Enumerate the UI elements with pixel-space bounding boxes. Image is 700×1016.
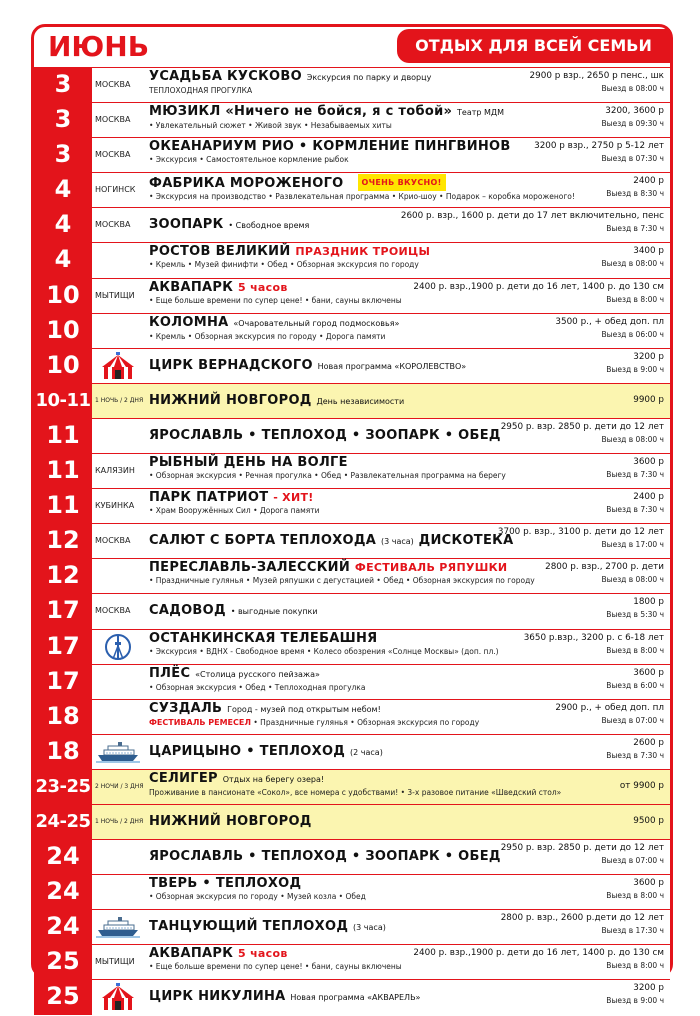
city-label [94,314,147,347]
tour-highlight-text: 5 часов [237,280,288,294]
day-cell: 24-25 [34,805,92,839]
tour-title-text: ЦАРИЦЫНО • ТЕПЛОХОД [149,743,346,759]
tour-title-text: РЫБНЫЙ ДЕНЬ НА ВОЛГЕ [149,455,348,471]
tour-content [149,69,539,97]
schedule-row [34,67,670,102]
price-label: 2950 р. взр. 2850 р. дети до 12 лет [500,843,664,854]
promo-badge: ОЧЕНЬ ВКУСНО! [358,174,446,191]
price-label: 2400 р [633,492,664,503]
festival-label: ФЕСТИВАЛЬ РЕМЕСЕЛ [149,717,251,727]
departure-time: Выезд в 07:00 ч [601,856,664,866]
tour-content [149,490,539,517]
schedule-list [34,67,670,1015]
schedule-row [34,593,670,628]
tour-title [149,69,539,85]
tour-title-text: ОКЕАНАРИУМ РИО • КОРМЛЕНИЕ ПИНГВИНОВ [149,139,511,155]
tour-title [149,666,539,682]
tour-title-extra: ДИСКОТЕКА [418,533,514,549]
departure-time: Выезд в 08:00 ч [601,575,664,585]
tour-title [149,455,539,470]
tour-description [149,85,539,97]
city-label [94,419,147,452]
schedule-row [34,383,670,418]
tour-title [149,603,539,619]
tour-title-text: ПАРК ПАТРИОТ [149,490,269,506]
tour-title [149,849,539,864]
tour-content [149,455,539,482]
tour-highlight-text: ПРАЗДНИК ТРОИЦЫ [295,245,431,259]
price-block [534,140,664,164]
tour-content [149,701,539,729]
day-cell: 11 [34,454,92,488]
tour-title-text: ЯРОСЛАВЛЬ • ТЕПЛОХОД • ЗООПАРК • ОБЕД [149,427,501,443]
circus-tent-icon [96,351,140,381]
schedule-row [34,839,670,874]
departure-time: Выезд в 9:00 ч [606,364,664,374]
price-label: 2950 р. взр. 2850 р. дети до 12 лет [500,421,664,432]
departure-time: Выезд в 08:00 ч [601,84,664,93]
tour-description-text: • Праздничные гулянья • Обзорная экскурсия по городу [253,717,480,727]
departure-time: Выезд в 17:00 ч [601,540,664,550]
price-block [501,842,664,866]
schedule-row [34,313,670,348]
tour-title [149,771,539,787]
tour-content [149,174,575,203]
tour-description-text: • Экскурсия • Самостоятельное кормление рыбок [149,155,349,165]
tour-title [149,744,539,760]
schedule-row [34,804,670,839]
price-label: 2400 р. взр.,1900 р. дети до 16 лет, 1400 р. до 130 см [413,948,664,959]
tour-title-text: РОСТОВ ВЕЛИКИЙ [149,244,291,260]
tour-content [149,666,539,694]
tour-content [149,603,539,619]
tour-content [149,104,539,132]
tour-description-text: • Кремль • Музей финифти • Обед • Обзорная экскурсия по городу [149,260,419,270]
price-label: 3650 р.взр., 3200 р. с 6-18 лет [523,632,664,643]
tour-description-text: • Кремль • Обзорная экскурсия по городу • Дорога памяти [149,331,386,341]
poster-header [34,27,670,67]
tour-title-text: ПЛЁС [149,665,191,681]
tour-title-text: МЮЗИКЛ «Ничего не бойся, я с тобой» [149,104,453,120]
circus-tent-icon [96,982,140,1012]
price-label: 2800 р. взр., 2700 р. дети [545,562,664,573]
tour-content [149,428,539,443]
price-block [633,815,664,828]
price-block [606,596,664,620]
city-label: КАЛЯЗИН [95,466,135,476]
day-cell: 3 [34,68,92,102]
tour-description [149,154,539,166]
tour-content [149,849,539,864]
departure-time: Выезд в 09:30 ч [601,119,664,129]
price-block [555,316,664,340]
price-block [606,877,664,901]
tour-note: Город - музей под открытым небом! [227,704,381,714]
price-block [606,667,664,691]
tour-title-text: ТАНЦУЮЩИЙ ТЕПЛОХОД [149,919,349,935]
tour-title-text: ФАБРИКА МОРОЖЕНОГО [149,176,344,192]
departure-time: Выезд в 7:30 ч [606,224,664,234]
price-block [606,982,664,1006]
tour-description-text: • Праздничные гулянья • Музей ряпушки с дегустацией • Обед • Обзорная экскурсия по городу [149,576,535,586]
day-cell: 4 [34,243,92,277]
departure-time: Выезд в 08:00 ч [601,434,664,444]
tour-title-text: ТВЕРЬ • ТЕПЛОХОД [149,876,302,892]
tour-description-text: • Обзорная экскурсия • Обед • Теплоходная прогулка [149,682,366,692]
price-block [545,561,664,585]
day-cell: 10 [34,314,92,348]
tour-description [149,259,539,271]
tour-content [149,560,539,587]
tour-description [149,575,539,587]
price-label: 1800 р [633,597,664,608]
tour-description-text: Проживание в пансионате «Сокол», все номера с удобствами! • 3-х разовое питание «Шведский стол» [149,787,562,797]
tour-note: Экскурсия по парку и дворцу [306,73,432,82]
tour-content [149,533,539,549]
day-cell: 17 [34,665,92,699]
tour-description-text: • Еще больше времени по супер цене! • бани, сауны включены [149,962,402,972]
tour-title-text: ЗООПАРК [149,217,224,233]
tour-description [149,646,539,658]
day-cell: 12 [34,524,92,558]
departure-time: Выезд в 7:30 ч [606,470,664,480]
tour-title-text: СЕЛИГЕР [149,770,218,786]
price-block [555,702,664,726]
price-block [620,780,664,793]
tour-title-text: НИЖНИЙ НОВГОРОД [149,392,312,408]
schedule-row [34,172,670,207]
price-block [606,737,664,761]
tour-title-text: САЛЮТ С БОРТА ТЕПЛОХОДА [149,533,377,549]
departure-time: Выезд в 5:30 ч [606,610,664,620]
tour-description-text: • Обзорная экскурсия по городу • Музей козла • Обед [149,892,366,902]
schedule-row [34,909,670,944]
tour-description-text: • Храм Вооружённых Сил • Дорога памяти [149,506,320,516]
tour-title-text: ОСТАНКИНСКАЯ ТЕЛЕБАШНЯ [149,630,378,646]
tour-content [149,989,539,1005]
tour-note: «Столица русского пейзажа» [195,669,320,679]
price-label: 3600 р [633,878,664,889]
city-label: МЫТИЩИ [95,957,135,967]
tour-description [149,470,539,482]
schedule-row [34,418,670,453]
price-block [413,947,664,971]
tour-content [149,358,539,374]
tour-description-text: • Еще больше времени по супер цене! • бани, сауны включены [149,295,402,305]
price-label: 2400 р [633,176,664,187]
tour-description-text: • Увлекательный сюжет • Живой звук • Незабываемых хиты [149,121,392,131]
day-cell: 10 [34,279,92,313]
day-cell: 25 [34,945,92,979]
price-label: 2600 р [633,737,664,748]
city-label: МОСКВА [95,536,131,546]
day-cell: 3 [34,138,92,172]
tour-title-text: ЦИРК НИКУЛИНА [149,989,286,1005]
price-block [498,526,664,550]
tour-note: • Свободное время [228,221,310,231]
tour-description [149,120,539,132]
schedule-row [34,874,670,909]
tour-title [149,490,539,505]
tour-title [149,989,539,1005]
tour-title-text: САДОВОД [149,603,226,619]
tour-note: Новая программа «КОРОЛЕВСТВО» [317,361,467,371]
price-label: 3600 р [633,457,664,468]
schedule-row [34,523,670,558]
tour-title [149,701,539,717]
departure-time: Выезд в 6:00 ч [606,680,664,690]
price-label: 2900 р., + обед доп. пл [555,702,664,713]
schedule-row [34,979,670,1014]
price-block [633,394,664,407]
day-cell: 4 [34,208,92,242]
tv-tower-icon [96,632,140,662]
tour-note: (2 часа) [350,747,383,757]
city-label: МОСКВА [95,80,131,89]
price-block [501,912,664,936]
price-label: 2900 р взр., 2650 р пенс., шк [529,71,664,81]
tour-highlight-text: ФЕСТИВАЛЬ РЯПУШКИ [354,561,508,575]
price-label: 3400 р [633,246,664,257]
schedule-row [34,629,670,664]
tour-description [149,331,539,343]
city-label [94,840,147,873]
day-cell: 10-11 [34,384,92,418]
tour-title [149,315,539,331]
tour-description [149,505,539,517]
price-label: 3200 р [633,351,664,362]
day-cell: 17 [34,630,92,664]
day-cell: 11 [34,419,92,453]
tour-title [149,139,539,154]
price-label: 3200, 3600 р [605,106,664,117]
price-label: 3200 р взр., 2750 р 5-12 лет [534,141,664,152]
ship-icon [96,912,140,942]
city-label [94,559,147,592]
price-block [602,105,664,129]
tour-title-text: ЯРОСЛАВЛЬ • ТЕПЛОХОД • ЗООПАРК • ОБЕД [149,849,501,865]
city-label: КУБИНКА [95,501,135,511]
departure-time: Выезд в 8:00 ч [606,645,664,655]
schedule-row [34,453,670,488]
day-cell: 25 [34,980,92,1014]
price-label: 2400 р. взр.,1900 р. дети до 16 лет, 1400 р. до 130 см [413,281,664,292]
price-block [606,175,664,199]
departure-time: Выезд в 08:00 ч [601,259,664,269]
price-block [413,281,664,305]
tour-title [149,631,539,646]
poster-frame [31,24,673,1011]
tour-content [149,919,539,935]
tour-title [149,814,539,829]
departure-time: Выезд в 8:00 ч [606,891,664,901]
tour-title [149,428,539,443]
tour-title-text: ЦИРК ВЕРНАДСКОГО [149,357,313,373]
tour-content [149,631,539,658]
tour-title [149,393,539,409]
price-label: 3700 р. взр., 3100 р. дети до 12 лет [497,527,664,538]
departure-time: Выезд в 8:00 ч [606,961,664,971]
tour-description [149,891,539,903]
tagline-banner: ОТДЫХ ДЛЯ ВСЕЙ СЕМЬИ [397,29,670,63]
price-block [602,245,664,269]
day-cell: 24 [34,840,92,874]
schedule-row [34,207,670,242]
tour-highlight-text: - ХИТ! [273,491,314,505]
tour-title [149,104,539,120]
tour-note: Отдых на берегу озера! [222,774,325,784]
tour-content [149,744,539,760]
schedule-row [34,348,670,383]
tour-content [149,393,539,409]
city-label: МОСКВА [95,150,131,160]
tour-note: «Очаровательный город подмосковья» [233,318,400,328]
tour-note: Новая программа «АКВАРЕЛЬ» [290,993,421,1003]
departure-time: Выезд в 9:00 ч [606,996,664,1006]
price-block [524,632,664,656]
tour-description [149,191,575,203]
departure-time: Выезд в 06:00 ч [601,329,664,339]
price-label: 3600 р [633,667,664,678]
tour-title-text: АКВАПАРК [149,946,234,962]
city-label: МОСКВА [95,115,131,125]
departure-time: Выезд в 7:30 ч [606,505,664,515]
day-cell: 18 [34,735,92,769]
schedule-row [34,664,670,699]
day-cell: 24 [34,910,92,944]
departure-time: Выезд в 17:30 ч [601,926,664,936]
city-label: 2 НОЧИ / 3 ДНЯ [95,782,144,790]
city-label: 1 НОЧЬ / 2 ДНЯ [95,396,144,404]
city-label: МОСКВА [95,220,131,230]
city-label: 1 НОЧЬ / 2 ДНЯ [95,817,144,825]
departure-time: Выезд в 8:30 ч [606,189,664,199]
day-cell: 18 [34,700,92,734]
tour-title-text: АКВАПАРК [149,279,234,295]
schedule-row [34,769,670,804]
tour-content [149,244,539,271]
price-label: от 9900 р [619,780,664,791]
tour-note: (3 часа) [380,537,414,547]
tour-description [149,787,562,799]
tour-title-text: НИЖНИЙ НОВГОРОД [149,813,312,829]
departure-time: Выезд в 07:00 ч [601,715,664,725]
tour-description [149,682,539,694]
tour-content [149,315,539,343]
day-cell: 3 [34,103,92,137]
schedule-row [34,944,670,979]
departure-time: Выезд в 07:30 ч [601,154,664,164]
day-cell: 17 [34,594,92,628]
day-cell: 4 [34,173,92,207]
tour-highlight-text: 5 часов [237,947,288,961]
city-label: НОГИНСК [95,185,136,195]
price-label: 9900 р [633,394,664,405]
day-cell: 24 [34,875,92,909]
tour-note: • выгодные покупки [230,607,318,617]
tour-content [149,139,539,166]
price-label: 3200 р [633,983,664,994]
tour-title [149,244,539,259]
price-block [501,421,664,445]
schedule-row [34,137,670,172]
tour-title-text: КОЛОМНА [149,314,229,330]
price-label: 9500 р [633,815,664,826]
price-block [530,70,664,94]
price-block [401,210,664,234]
schedule-row [34,102,670,137]
tour-note: (3 часа) [353,923,386,933]
city-label: МОСКВА [95,606,131,616]
city-label [94,243,147,276]
departure-time: Выезд в 7:30 ч [606,750,664,760]
tour-title-text: УСАДЬБА КУСКОВО [149,69,302,84]
city-label [94,700,147,733]
day-cell: 10 [34,349,92,383]
tour-title [149,876,539,891]
day-cell: 23-25 [34,770,92,804]
tour-description-text: • Экскурсия • ВДНХ - Свободное время • Колесо обозрения «Солнце Москвы» (доп. пл.) [149,646,499,656]
ship-icon [96,737,140,767]
city-label: МЫТИЩИ [95,290,135,300]
departure-time: Выезд в 8:00 ч [606,294,664,304]
price-block [606,491,664,515]
tour-description-text: • Экскурсия на производство • Развлекательная программа • Крио-шоу • Подарок – коробка мороженого! [149,192,575,202]
tour-title [149,919,539,935]
price-label: 3500 р., + обед доп. пл [555,316,664,327]
tour-note: Театр МДМ [457,108,505,118]
price-label: 2800 р. взр., 2600 р.дети до 12 лет [500,913,664,924]
schedule-row [34,699,670,734]
schedule-row [34,242,670,277]
city-label [94,875,147,908]
price-block [606,351,664,375]
tour-description [149,717,539,729]
tour-title-text: СУЗДАЛЬ [149,700,223,716]
schedule-row [34,558,670,593]
tour-description-text: • Обзорная экскурсия • Речная прогулка • Обед • Развлекательная программа на берегу [149,471,506,481]
schedule-row [34,488,670,523]
price-block [606,456,664,480]
schedule-row [34,278,670,313]
schedule-row [34,734,670,769]
city-label [94,665,147,698]
tour-title [149,533,539,549]
tour-note: День независимости [316,396,405,406]
tour-title-text: ПЕРЕСЛАВЛЬ-ЗАЛЕССКИЙ [149,560,351,576]
month-title: ИЮНЬ [48,30,150,63]
tour-content [149,876,539,903]
tour-title [149,174,539,191]
tour-title [149,358,539,374]
tour-description-text: ТЕПЛОХОДНАЯ ПРОГУЛКА [149,86,253,95]
tour-content [149,814,539,829]
tour-title [149,560,539,575]
day-cell: 11 [34,489,92,523]
day-cell: 12 [34,559,92,593]
tour-content [149,770,562,799]
price-label: 2600 р. взр., 1600 р. дети до 17 лет включительно, пенс [400,211,664,222]
